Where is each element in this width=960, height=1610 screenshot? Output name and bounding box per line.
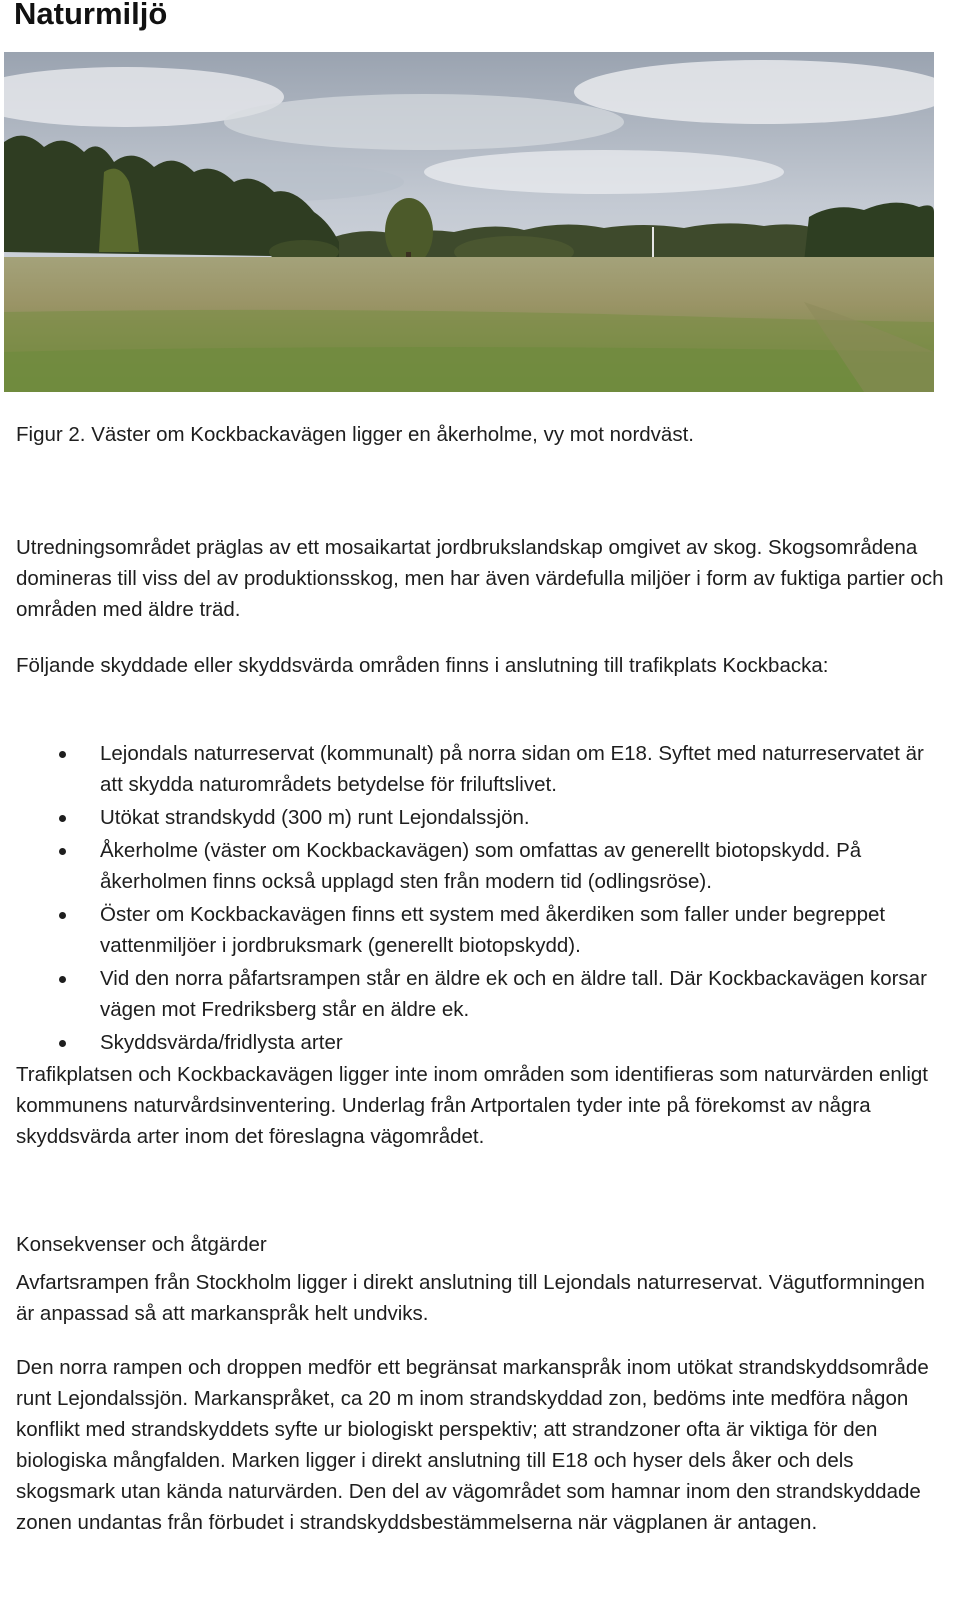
list-item-text: Vid den norra påfartsrampen står en äldre ek och en äldre tall. Där Kockbackavägen korsar vägen mot Fredriksberg står en äldre ek. <box>100 967 927 1021</box>
list-item <box>0 963 940 1025</box>
bullet-icon <box>59 976 66 983</box>
figure-caption: Figur 2. Väster om Kockbackavägen ligger en åkerholme, vy mot nordväst. <box>16 423 694 446</box>
list-item <box>0 1027 940 1058</box>
field-landscape-image <box>4 52 934 392</box>
bullet-icon <box>59 751 66 758</box>
list-item <box>0 738 940 800</box>
section-subheading: Konsekvenser och åtgärder <box>16 1233 267 1256</box>
list-item <box>0 899 940 961</box>
list-item <box>0 802 940 833</box>
protected-areas-list <box>0 738 960 1060</box>
bullet-icon <box>59 1040 66 1047</box>
list-item <box>0 835 940 897</box>
page-title: Naturmiljö <box>14 0 168 31</box>
list-item-text: Åkerholme (väster om Kockbackavägen) som omfattas av generellt biotopskydd. På åkerholmen finns också upplagd sten från modern tid (odlingsröse). <box>100 839 862 893</box>
bullet-icon <box>59 912 66 919</box>
shore-protection-paragraph: Den norra rampen och droppen medför ett begränsat markanspråk inom utökat strandskyddsområde runt Lejondalssjön. Markanspråket, ca 20 m inom strandskyddad zon, bedöms inte medföra någon konflikt med strandskyddets syfte ur biologiskt perspektiv; att strandzoner ofta är viktiga för den biologiska mångfalden. Marken ligger i direkt anslutning till E18 och hyser dels åker och dels skogsmark utan kända naturvärden. Den del av vägområdet som hamnar inom den strandskyddade zonen undantas från förbudet i strandskyddsbestämmelserna när vägplanen är antagen. <box>16 1356 929 1534</box>
bullet-icon <box>59 848 66 855</box>
consequences-paragraph: Avfartsrampen från Stockholm ligger i direkt anslutning till Lejondals naturreservat. Vägutformningen är anpassad så att markanspråk helt undviks. <box>16 1271 925 1325</box>
list-item-text: Utökat strandskydd (300 m) runt Lejondalssjön. <box>100 806 530 829</box>
list-item-text: Öster om Kockbackavägen finns ett system med åkerdiken som faller under begreppet vattenmiljöer i jordbruksmark (generellt biotopskydd). <box>100 903 886 957</box>
protected-areas-intro: Följande skyddade eller skyddsvärda områden finns i anslutning till trafikplats Kockbacka: <box>16 654 829 677</box>
list-item-text: Skyddsvärda/fridlysta arter <box>100 1031 343 1054</box>
landscape-photo <box>4 52 934 392</box>
list-item-text: Lejondals naturreservat (kommunalt) på norra sidan om E18. Syftet med naturreservatet är att skydda naturområdets betydelse för friluftslivet. <box>100 742 924 796</box>
intro-paragraph: Utredningsområdet präglas av ett mosaikartat jordbrukslandskap omgivet av skog. Skogsområdena domineras till viss del av produktionsskog, men har även värdefulla miljöer i form av fuktiga partier och områden med äldre träd. <box>16 536 944 621</box>
natural-values-paragraph: Trafikplatsen och Kockbackavägen ligger inte inom områden som identifieras som naturvärden enligt kommunens naturvårdsinventering. Underlag från Artportalen tyder inte på förekomst av några skyddsvärda arter inom det föreslagna vägområdet. <box>16 1063 928 1148</box>
bullet-icon <box>59 815 66 822</box>
